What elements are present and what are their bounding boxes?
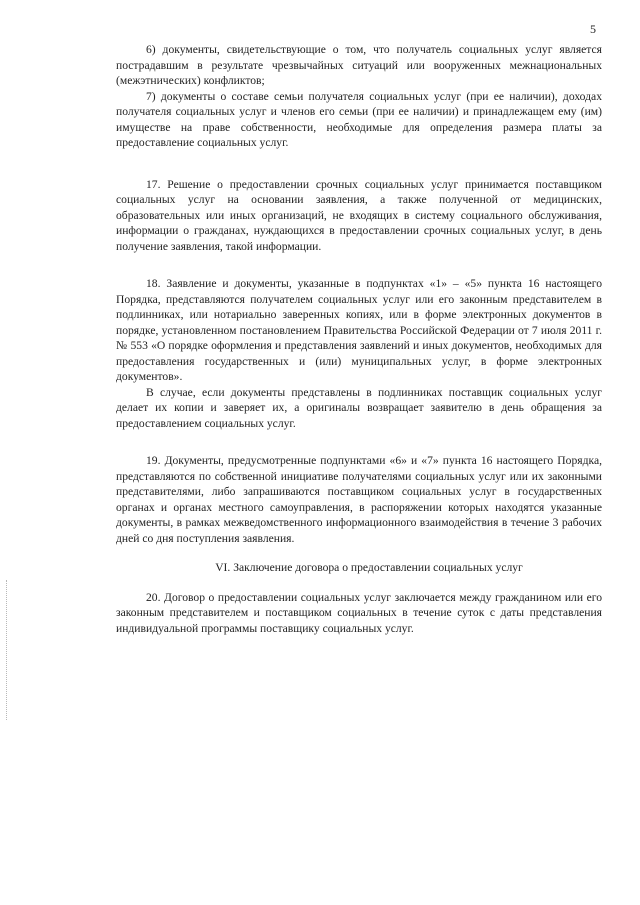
paragraph-18-continued: В случае, если документы представлены в подлинниках поставщик социальных услуг делает их копии и заверяет их, а оригиналы возвращает заявителю в день обращения за предоставлением социальных услуг. [116,385,602,430]
spacer [116,546,602,560]
paragraph-17: 17. Решение о предоставлении срочных социальных услуг принимается поставщиком социальных услуг на основании заявления, а также полученной от медицинских, образовательных или иных организаций, не входящих в систему социального обслуживания, информации о гражданах, нуждающихся в предоставлении срочных социальных услуг, в день получение заявления, такой информации. [116,177,602,253]
spacer [116,151,602,177]
paragraph-20: 20. Договор о предоставлении социальных услуг заключается между гражданином или его законным представителем и поставщиком социальных в течение суток с даты представления индивидуальной программы поставщику социальных услуг. [116,590,602,635]
scan-margin-marks [6,580,9,720]
paragraph-item-7: 7) документы о составе семьи получателя социальных услуг (при ее наличии), доходах получателя социальных услуг и членов его семьи (при ее наличии) и принадлежащем ему (им) имуществе на праве собственности, необходимые для определения размера платы за предоставление социальных услуг. [116,89,602,149]
page-number: 5 [590,22,596,36]
paragraph-18: 18. Заявление и документы, указанные в подпунктах «1» – «5» пункта 16 настоящего Порядка, представляются получателем социальных услуг или его законным представителем в подлинниках, или нотариально заверенных копиях, или в форме электронных документов в порядке, установленном постановлением Правительства Российской Федерации от 7 июля 2011 г. № 553 «О порядке оформления и представления заявлений и иных документов, необходимых для предоставления государственных и (или) муниципальных услуг, в форме электронных документов». [116,277,602,383]
paragraph-19: 19. Документы, предусмотренные подпунктами «6» и «7» пункта 16 настоящего Порядка, представляются по собственной инициативе получателями социальных услуг или их законными представителями, либо запрашиваются поставщиком социальных услуг в государственных органах и органах местного самоуправления, в распоряжении которых находятся указанные документы, в рамках межведомственного информационного взаимодействия в течение 3 рабочих дней со дня поступления заявления. [116,454,602,545]
section-heading: VI. Заключение договора о предоставлении социальных услуг [215,561,523,574]
document-body [116,42,602,636]
spacer [116,576,602,590]
spacer [116,254,602,276]
paragraph-item-6: 6) документы, свидетельствующие о том, что получатель социальных услуг является пострадавшим в результате чрезвычайных ситуаций или вооруженных межнациональных (межэтнических) конфликтов; [116,43,602,87]
spacer [116,431,602,453]
